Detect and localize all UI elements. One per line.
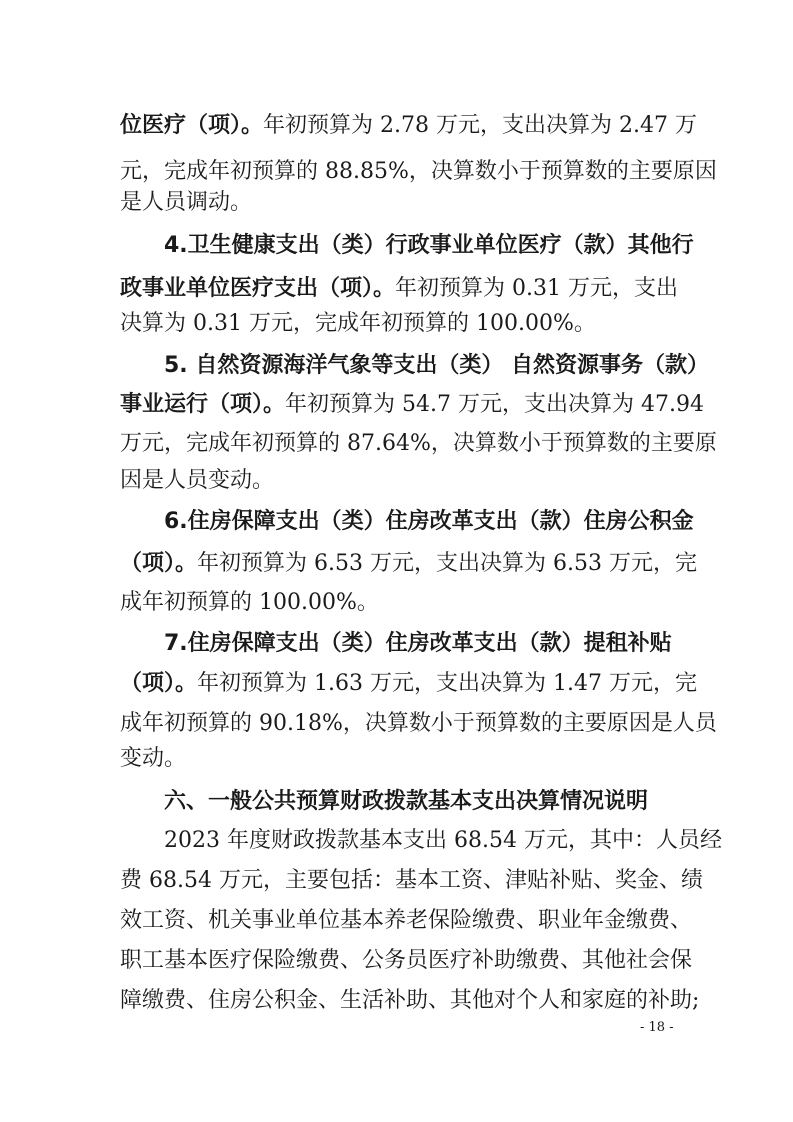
bold-run: 位医疗（项）。 [120,113,264,138]
text-line: 是人员调动。 [120,190,253,215]
text-line: 成年初预算的 90.18%，决算数小于预算数的主要原因是人员 [120,711,717,736]
text-line [120,544,697,584]
text-line: 变动。 [120,746,187,771]
text-line [120,106,697,146]
text-line: 决算为 0.31 万元，完成年初预算的 100.00%。 [120,311,596,336]
page-number: - 18 - [640,1020,674,1035]
text-line: 成年初预算的 100.00%。 [120,590,379,615]
text-line: 费 68.54 万元，主要包括：基本工资、津贴补贴、奖金、绩 [120,868,703,893]
text-line: 元，完成年初预算的 88.85%，决算数小于预算数的主要原因 [120,159,717,184]
text-run: 年初预算为 54.7 万元，支出决算为 47.94 [285,392,704,417]
text-line [120,269,678,309]
bold-run: 事业运行（项）。 [120,392,286,417]
bold-run: （项）。 [120,671,198,696]
section-heading-line: 5. 自然资源海洋气象等支出（类） 自然资源事务（款） [164,353,709,378]
text-line: 障缴费、住房公积金、生活补助、其他对个人和家庭的补助; [120,988,700,1013]
text-line: 因是人员变动。 [120,468,275,493]
text-line: 2023 年度财政拨款基本支出 68.54 万元，其中：人员经 [164,828,722,853]
bold-run: 政事业单位医疗支出（项）。 [120,276,396,301]
section-heading-line: 4.卫生健康支出（类）行政事业单位医疗（款）其他行 [164,233,694,258]
text-line: 万元，完成年初预算的 87.64%，决算数小于预算数的主要原 [120,431,717,456]
section-heading-line: 7.住房保障支出（类）住房改革支出（款）提租补贴 [164,631,672,656]
text-run: 年初预算为 2.78 万元，支出决算为 2.47 万 [263,113,697,138]
text-run: 年初预算为 1.63 万元，支出决算为 1.47 万元，完 [197,671,697,696]
section-heading: 六、一般公共预算财政拨款基本支出决算情况说明 [164,789,649,814]
text-line [120,664,697,704]
text-run: 年初预算为 0.31 万元，支出 [395,276,678,301]
text-run: 年初预算为 6.53 万元，支出决算为 6.53 万元，完 [197,551,697,576]
text-line [120,385,704,425]
bold-run: （项）。 [120,551,198,576]
text-line: 效工资、机关事业单位基本养老保险缴费、职业年金缴费、 [120,908,693,933]
text-line: 职工基本医疗保险缴费、公务员医疗补助缴费、其他社会保 [120,948,693,973]
section-heading-line: 6.住房保障支出（类）住房改革支出（款）住房公积金 [164,509,694,534]
